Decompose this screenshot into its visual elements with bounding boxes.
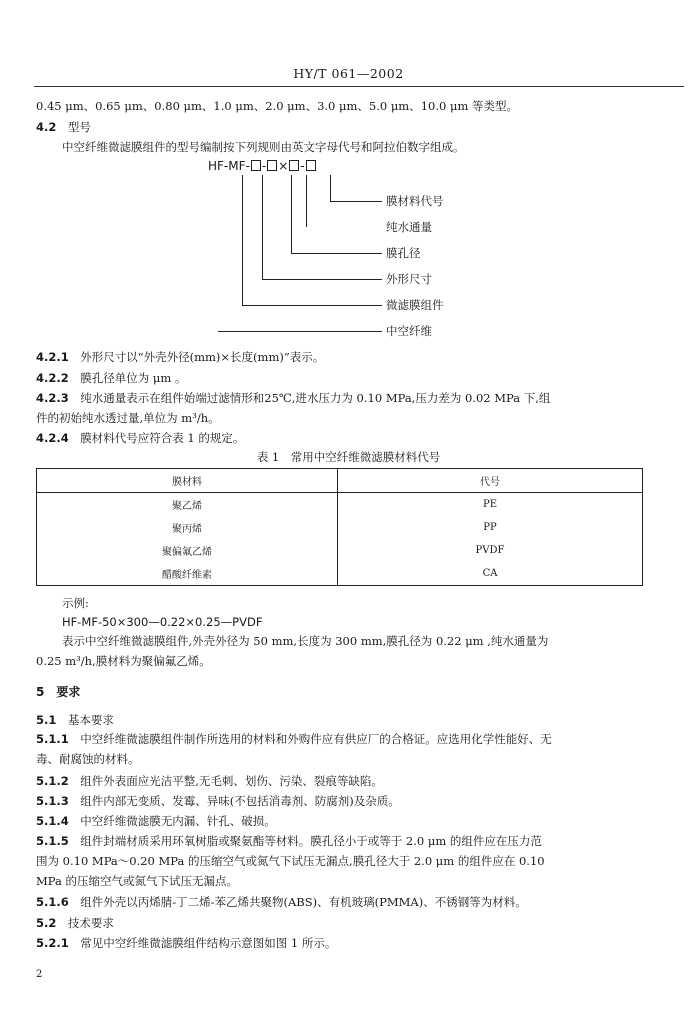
section-4-2-heading xyxy=(36,119,91,136)
table-cell: 聚丙烯 xyxy=(172,524,202,535)
label-membrane-material-code: 膜材料代号 xyxy=(386,194,444,208)
clause-4-2-4: 4.2.4 膜材料代号应符合表 1 的规定。 xyxy=(36,431,245,445)
leader-line xyxy=(242,175,243,305)
table-row xyxy=(37,493,643,517)
clause-4-2-3-cont: 件的初始纯水透过量,单位为 m³/h。 xyxy=(36,411,220,425)
label-hollow-fiber: 中空纤维 xyxy=(386,324,432,338)
material-code-table xyxy=(36,468,643,586)
page-number: 2 xyxy=(36,969,43,980)
clause-5-1-2: 5.1.2 组件外表面应光洁平整,无毛刺、划伤、污染、裂痕等缺陷。 xyxy=(36,774,383,788)
clause-5-1-6: 5.1.6 组件外壳以丙烯腈-丁二烯-苯乙烯共聚物(ABS)、有机玻璃(PMMA)、不锈钢等为材料。 xyxy=(36,895,527,909)
table-cell: 醋酸纤维素 xyxy=(162,570,212,581)
placeholder-box xyxy=(289,160,299,171)
label-dimensions: 外形尺寸 xyxy=(386,272,432,286)
clause-5-1-1: 5.1.1 中空纤维微滤膜组件制作所选用的材料和外购件应有供应厂的合格证。应选用化学性能好、无 xyxy=(36,732,552,746)
table-header-row xyxy=(37,469,643,493)
section-5-2-heading: 5.2 技术要求 xyxy=(36,916,114,930)
table-cell: 聚乙烯 xyxy=(172,501,202,512)
clause-5-1-1-cont: 毒、耐腐蚀的材料。 xyxy=(36,752,140,766)
example-desc: 表示中空纤维微滤膜组件,外壳外径为 50 mm,长度为 300 mm,膜孔径为 0.22 μm ,纯水通量为 xyxy=(62,634,549,648)
section-4-2-desc: 中空纤维微滤膜组件的型号编制按下列规则由英文字母代号和阿拉伯数字组成。 xyxy=(62,140,465,154)
table-cell: PE xyxy=(338,493,643,517)
example-code: HF-MF-50×300—0.22×0.25—PVDF xyxy=(62,615,263,629)
section-5-heading: 5 要求 xyxy=(36,685,81,699)
clause-4-2-3: 4.2.3 纯水通量表示在组件始端过滤情形和25℃,进水压力为 0.10 MPa,压力差为 0.02 MPa 下,组 xyxy=(36,391,551,405)
table-caption: 表 1 常用中空纤维微滤膜材料代号 xyxy=(256,450,441,464)
leader-line xyxy=(330,175,331,201)
model-code-prefix: HF-MF- xyxy=(208,159,250,173)
section-5-1-heading: 5.1 基本要求 xyxy=(36,713,114,727)
leader-line xyxy=(262,175,263,279)
placeholder-box xyxy=(306,160,316,171)
placeholder-box xyxy=(251,160,261,171)
leader-line xyxy=(291,175,292,253)
clause-5-1-5: 5.1.5 组件封端材质采用环氧树脂或聚氨酯等材料。膜孔径小于或等于 2.0 μm 的组件应在压力范 xyxy=(36,834,542,848)
page-header: HY/T 061—2002 xyxy=(293,66,404,81)
clause-5-1-5-cont: MPa 的压缩空气或氮气下试压无漏点。 xyxy=(36,874,239,888)
section-title: 型号 xyxy=(67,120,91,134)
model-code: HF-MF- - × - xyxy=(208,159,317,173)
leader-line xyxy=(306,175,307,227)
section-number: 4.2 xyxy=(36,120,57,134)
table-row xyxy=(37,539,643,562)
label-pore-size: 膜孔径 xyxy=(386,246,421,260)
table-cell: PVDF xyxy=(338,539,643,562)
clause-5-2-1: 5.2.1 常见中空纤维微滤膜组件结构示意图如图 1 所示。 xyxy=(36,936,337,950)
label-pure-water-flux: 纯水通量 xyxy=(386,220,432,234)
leader-line xyxy=(291,253,382,254)
table-row xyxy=(37,516,643,539)
table-header-cell: 代号 xyxy=(338,469,643,493)
leader-line xyxy=(262,279,382,280)
clause-4-2-1: 4.2.1 外形尺寸以“外壳外径(mm)×长度(mm)”表示。 xyxy=(36,350,325,364)
label-microfiltration-module: 微滤膜组件 xyxy=(386,298,444,312)
leader-line xyxy=(330,201,382,202)
intro-line: 0.45 μm、0.65 μm、0.80 μm、1.0 μm、2.0 μm、3.0 μm、5.0 μm、10.0 μm 等类型。 xyxy=(36,99,519,113)
clause-5-1-4: 5.1.4 中空纤维微滤膜无内漏、针孔、破损。 xyxy=(36,814,276,828)
clause-4-2-2: 4.2.2 膜孔径单位为 μm 。 xyxy=(36,371,187,385)
clause-5-1-5-cont: 围为 0.10 MPa～0.20 MPa 的压缩空气或氮气下试压无漏点,膜孔径大于 2.0 μm 的组件应在 0.10 xyxy=(36,854,545,868)
placeholder-box xyxy=(267,160,277,171)
table-cell: CA xyxy=(338,562,643,586)
leader-line xyxy=(242,305,382,306)
example-label: 示例: xyxy=(62,596,89,610)
example-desc-cont: 0.25 m³/h,膜材料为聚偏氟乙烯。 xyxy=(36,654,211,668)
table-cell: PP xyxy=(338,516,643,539)
table-cell: 聚偏氟乙烯 xyxy=(162,547,212,558)
header-rule xyxy=(34,86,684,87)
leader-line xyxy=(218,331,382,332)
clause-5-1-3: 5.1.3 组件内部无变质、发霉、异味(不包括消毒剂、防腐剂)及杂质。 xyxy=(36,794,400,808)
table-header-cell: 膜材料 xyxy=(37,469,338,493)
table-row xyxy=(37,562,643,586)
